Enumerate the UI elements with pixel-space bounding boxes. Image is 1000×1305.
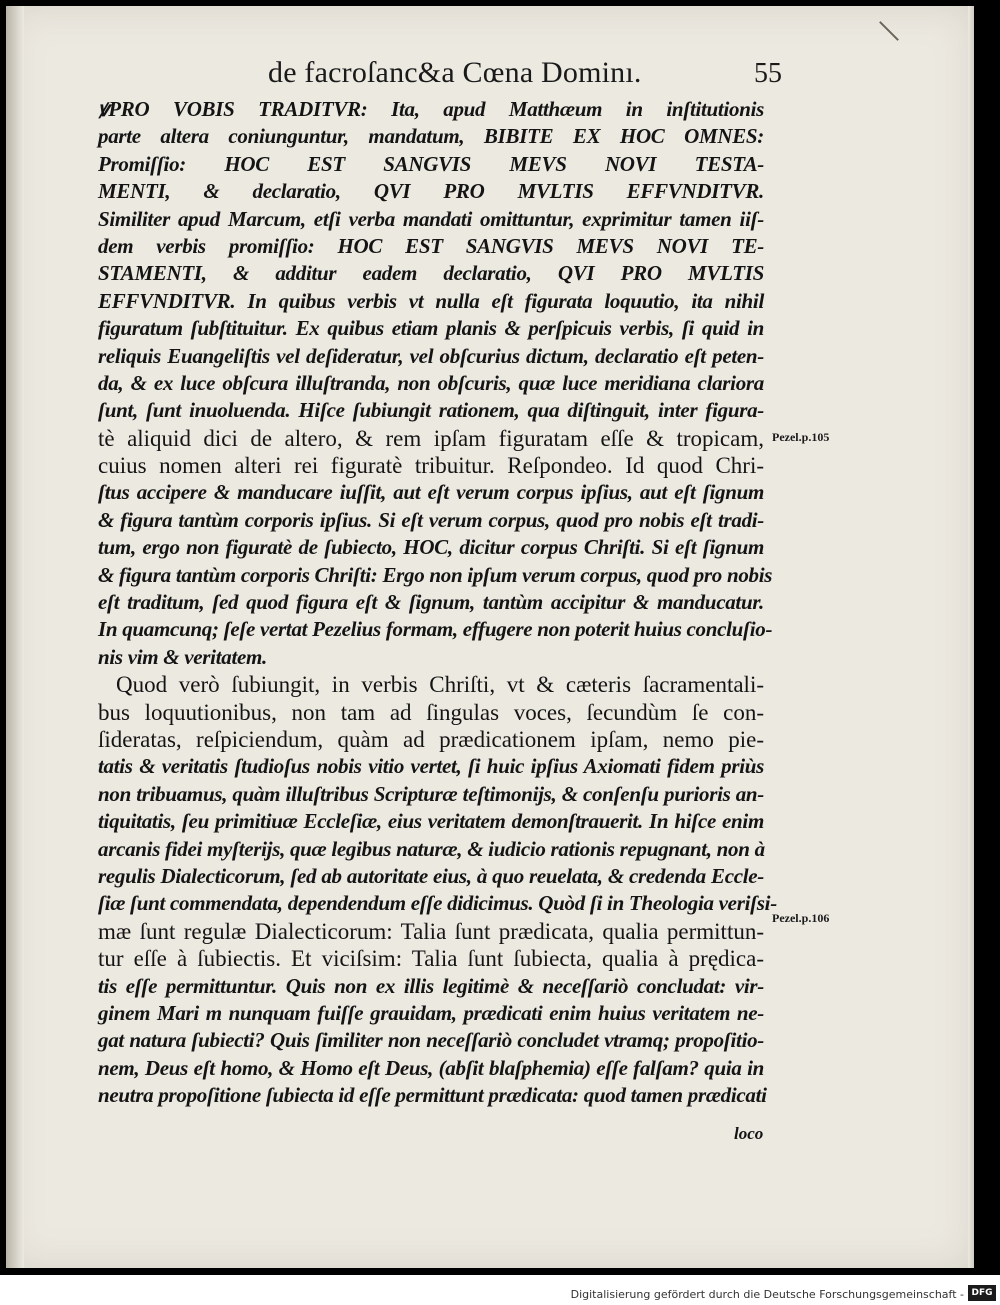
- catchword: loco: [734, 1124, 764, 1143]
- text-line: tum, ergo non figuratè de ſubiecto, HOC, dicitur corpus Chriſti. Si eſt ſignum: [98, 535, 764, 560]
- page-gutter-shadow: [6, 6, 24, 1268]
- text-line: tur eſſe à ſubiectis. Et viciſsim: Talia ſunt ſubiecta, qualia à prędica-: [98, 946, 764, 972]
- text-line: ſunt, ſunt inuoluenda. Hiſce ſubiungit rationem, qua diſtinguit, inter figura-: [98, 398, 764, 423]
- text-line: EFFVNDITVR. In quibus verbis vt nulla eſt figurata loquutio, ita nihil: [98, 288, 764, 313]
- running-head: de facroſanc&a Cœna Dominı.: [268, 56, 642, 89]
- text-line: parte altera coniunguntur, mandatum, BIBITE EX HOC OMNES:: [98, 124, 764, 149]
- text-line: figuratum ſubſtituitur. Ex quibus etiam planis & perſpicuis verbis, ſi quid in: [98, 316, 764, 341]
- text-line: & figura tantùm corporis ipſius. Si eſt verum corpus, quod pro nobis eſt tradi-: [98, 507, 764, 532]
- funding-credit: Digitalisierung gefördert durch die Deutsche Forschungsgemeinschaft -: [570, 1288, 964, 1301]
- text-line: Quod verò ſubiungit, in verbis Chriſti, vt & cæteris ſacramentali-: [116, 672, 764, 698]
- body-text: [98, 96, 777, 1109]
- text-line: tiquitatis, ſeu primitiuæ Eccleſiæ, eius veritatem demonſtrauerit. In hiſce enim: [98, 809, 764, 834]
- text-line: nem, Deus eſt homo, & Homo eſt Deus, (abſit blaſphemia) eſſe falſam? quia in: [98, 1055, 764, 1080]
- text-line: non tribuamus, quàm illuſtribus Scripturæ teſtimonijs, & conſenſu purioris an-: [98, 781, 764, 806]
- text-line: gat natura ſubiecti? Quis ſimiliter non neceſſariò concludet vtramq; propoſitio-: [98, 1028, 764, 1053]
- text-line: Similiter apud Marcum, etſi verba mandati omittuntur, exprimitur tamen iiſ-: [98, 206, 764, 231]
- text-line: ſideratas, reſpiciendum, quàm ad prædicationem ipſam, nemo pie-: [98, 726, 764, 752]
- text-line: da, & ex luce obſcura illuſtranda, non obſcuris, quæ luce meridiana clariora: [98, 370, 764, 395]
- text-line: eſt traditum, ſed quod figura eſt & ſignum, tantùm accipitur & manducatur.: [98, 590, 764, 615]
- text-line: arcanis fidei myſterijs, quæ legibus naturæ, & iudicio rationis repugnant, non à: [98, 836, 765, 861]
- text-line: STAMENTI, & additur eadem declaratio, QVI PRO MVLTIS: [98, 261, 764, 286]
- text-line: dem verbis promiſſio: HOC EST SANGVIS MEVS NOVI TE-: [98, 233, 764, 258]
- text-line: mæ ſunt regulæ Dialecticorum: Talia ſunt prædicata, qualia permittun-: [98, 918, 764, 944]
- text-line: ꝟPRO VOBIS TRADITVR: Ita, apud Matthæum in inſtitutionis: [98, 97, 764, 121]
- text-line: & figura tantùm corporis Chriſti: Ergo non ipſum verum corpus, quod pro nobis: [98, 562, 773, 587]
- dfg-logo: DFG: [968, 1285, 996, 1301]
- page-number: 55: [754, 58, 782, 89]
- text-line: cuius nomen alteri rei figuratè tribuitur. Reſpondeo. Id quod Chri-: [98, 453, 764, 479]
- text-line: MENTI, & declaratio, QVI PRO MVLTIS EFFVNDITVR.: [98, 179, 764, 204]
- text-line: nis vim & veritatem.: [98, 644, 267, 669]
- text-line: ſtus accipere & manducare iuſſit, aut eſt verum corpus ipſius, aut eſt ſignum: [98, 480, 764, 505]
- text-line: neutra propoſitione ſubiecta id eſſe permittunt prædicata: quod tamen prædicati: [98, 1083, 767, 1108]
- margin-note: Pezel.p.105: [772, 430, 830, 444]
- text-line: reliquis Euangeliſtis vel deſideratur, vel obſcurius dictum, declaratio eſt peten-: [98, 343, 764, 368]
- page-edge-shadow: [968, 6, 974, 1268]
- text-line: tè aliquid dici de altero, & rem ipſam figuratam eſſe & tropicam,: [98, 425, 764, 451]
- margin-note: Pezel.p.106: [772, 911, 830, 925]
- text-line: ginem Mari m nunquam fuiſſe grauidam, prædicati enim huius veritatem ne-: [98, 1000, 764, 1025]
- footer-bar: [0, 1275, 1000, 1305]
- text-line: tatis & veritatis ſtudioſus nobis vitio vertet, ſi huic ipſius Axiomati fidem priùs: [98, 754, 764, 779]
- text-line: bus loquutionibus, non tam ad ſingulas voces, ſecundùm ſe con-: [98, 699, 764, 725]
- text-line: regulis Dialecticorum, ſed ab autoritate eius, à quo reuelata, & credenda Eccle-: [98, 863, 764, 888]
- text-line: In quamcunq; ſeſe vertat Pezelius formam, effugere non poterit huius concluſio-: [98, 617, 773, 642]
- text-line: ſiæ ſunt commendata, dependendum eſſe didicimus. Quòd ſi in Theologia veriſsi-: [98, 891, 777, 916]
- text-line: tis eſſe permittuntur. Quis non ex illis legitimè & neceſſariò concludat: vir-: [98, 973, 764, 998]
- text-line: Promiſſio: HOC EST SANGVIS MEVS NOVI TESTA-: [98, 151, 764, 176]
